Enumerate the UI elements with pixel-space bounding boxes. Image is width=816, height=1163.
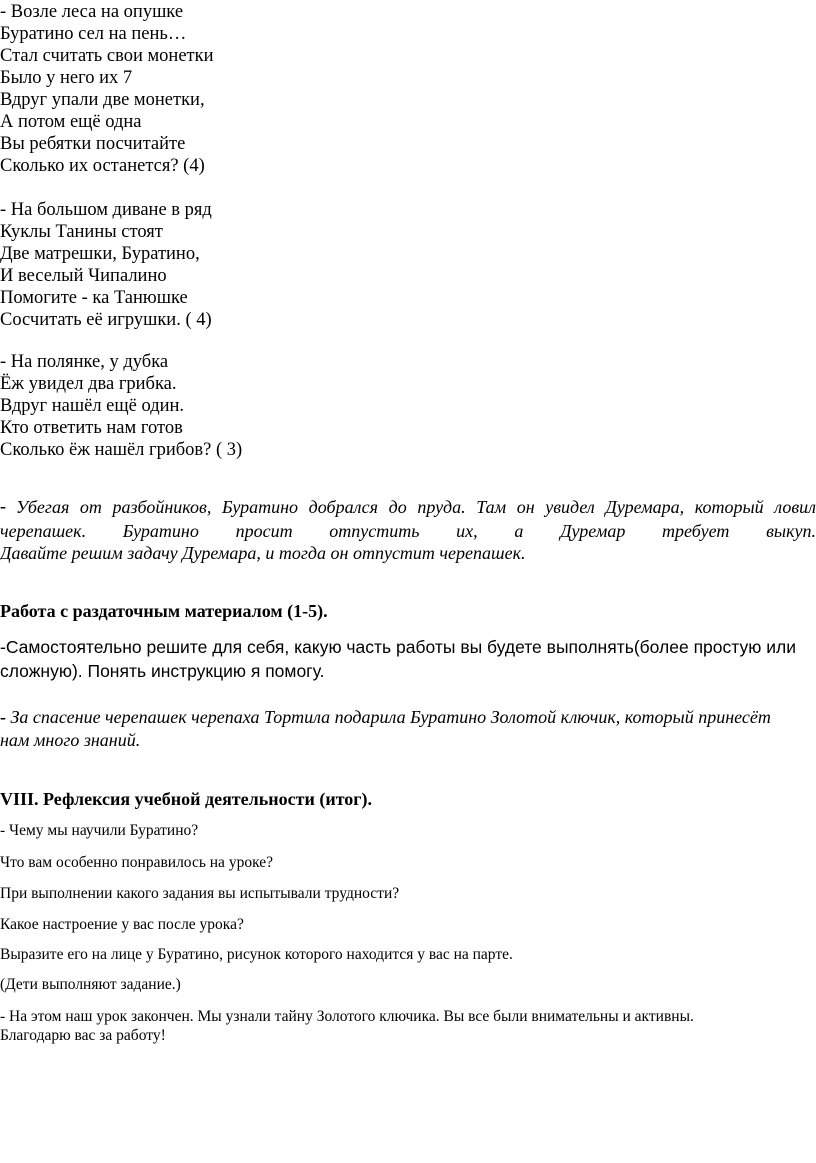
reflection-line: - На этом наш урок закончен. Мы узнали тайну Золотого ключика. Вы все были внимательны и активны.: [0, 1008, 694, 1025]
poem-line: Сколько ёж нашёл грибов? ( 3): [0, 440, 243, 460]
tortila-first-line: [0, 707, 771, 728]
poem-line: - Возле леса на опушке: [0, 2, 184, 22]
poem-line: А потом ещё одна: [0, 112, 142, 132]
poem-line: Было у него их 7: [0, 68, 133, 88]
poem-line: Вдруг нашёл ещё один.: [0, 396, 185, 416]
reflection-line: (Дети выполняют задание.): [0, 976, 181, 993]
handout-heading: Работа с раздаточным материалом (1-5).: [0, 601, 328, 621]
story-line: черепашек. Буратино просит отпустить их, а Дуремар требует выкуп.: [0, 521, 816, 541]
poem-line: Куклы Танины стоят: [0, 222, 163, 242]
poem-line: Сколько их останется? (4): [0, 156, 205, 176]
tortila-line: За спасение черепашек черепаха Тортила подарила Буратино Золотой ключик, который принесёт: [10, 707, 771, 727]
poem-line: - На большом диване в ряд: [0, 200, 212, 220]
tortila-line: нам много знаний.: [0, 730, 141, 750]
poem-line: Кто ответить нам готов: [0, 418, 183, 438]
poem-line: И веселый Чипалино: [0, 266, 167, 286]
reflection-line: При выполнении какого задания вы испытывали трудности?: [0, 885, 400, 902]
poem-line: - На полянке, у дубка: [0, 352, 169, 372]
reflection-line: Что вам особенно понравилось на уроке?: [0, 854, 273, 871]
poem-line: Вы ребятки посчитайте: [0, 134, 186, 154]
tortila-dash: -: [0, 707, 6, 727]
handout-line: -Самостоятельно решите для себя, какую часть работы вы будете выполнять(более простую или: [0, 637, 796, 657]
story-first-line: [0, 496, 6, 517]
reflection-line: Благодарю вас за работу!: [0, 1027, 166, 1044]
reflection-line: Выразите его на лице у Буратино, рисунок которого находится у вас на парте.: [0, 946, 513, 963]
poem-line: Две матрешки, Буратино,: [0, 244, 200, 264]
handout-line: сложную). Понять инструкцию я помогу.: [0, 661, 325, 681]
poem-line: Стал считать свои монетки: [0, 46, 214, 66]
poem-line: Помогите - ка Танюшке: [0, 288, 188, 308]
poem-line: Вдруг упали две монетки,: [0, 90, 205, 110]
poem-line: Буратино сел на пень…: [0, 24, 187, 44]
story-line: Убегая от разбойников, Буратино добрался до пруда. Там он увидел Дуремара, который ловил: [16, 497, 816, 517]
reflection-heading: VIII. Рефлексия учебной деятельности (итог).: [0, 789, 372, 809]
poem-line: Сосчитать её игрушки. ( 4): [0, 310, 212, 330]
story-dash: -: [0, 496, 6, 516]
story-line: Давайте решим задачу Дуремара, и тогда он отпустит черепашек.: [0, 543, 526, 563]
reflection-line: Какое настроение у вас после урока?: [0, 916, 244, 933]
reflection-line: - Чему мы научили Буратино?: [0, 822, 199, 839]
poem-line: Ёж увидел два грибка.: [0, 374, 177, 394]
